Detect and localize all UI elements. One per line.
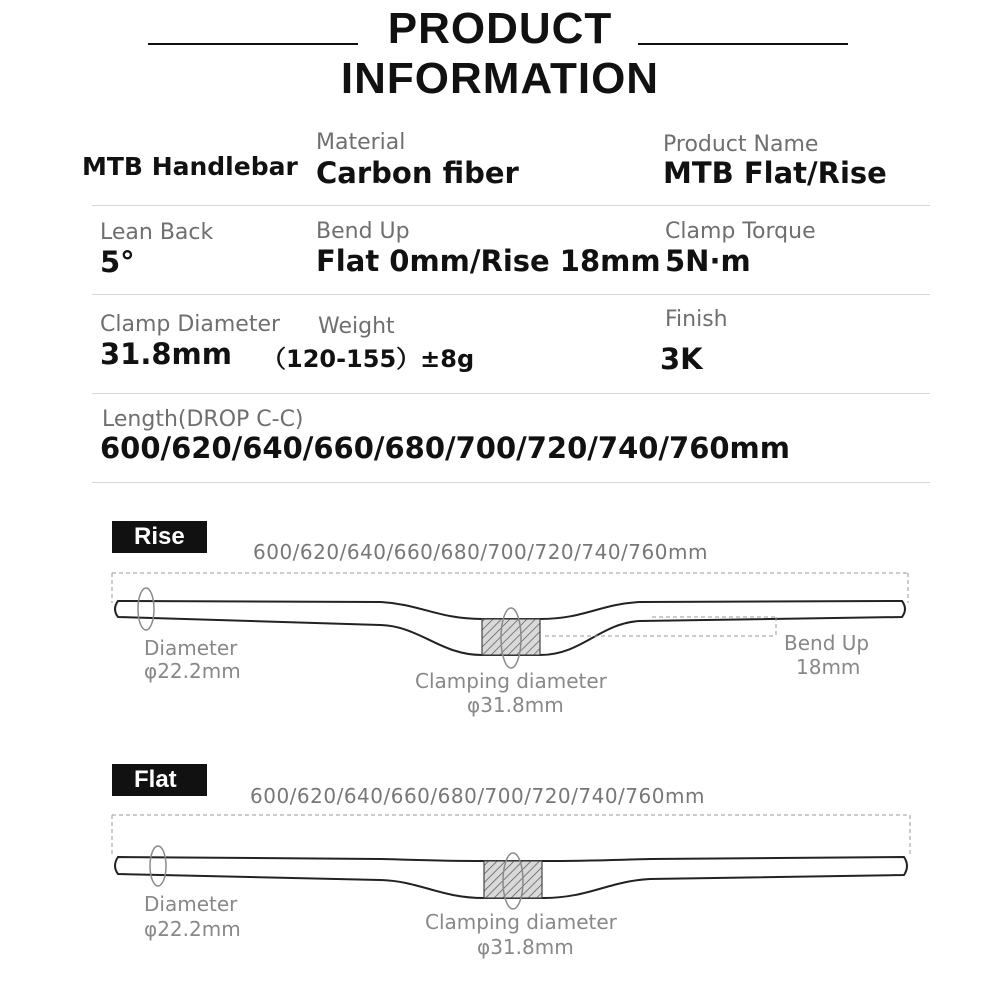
bend-up-value: Flat 0mm/Rise 18mm xyxy=(316,244,661,278)
rise-length-dimension xyxy=(112,573,908,603)
flat-length-dimension xyxy=(112,815,910,855)
weight-value: （120-155）±8g xyxy=(262,345,475,373)
rise-diameter-label: Diameter xyxy=(144,636,238,660)
rise-tag: Rise xyxy=(112,521,207,553)
bend-up-label: Bend Up xyxy=(316,219,410,244)
rise-clamp-label: Clamping diameter xyxy=(415,669,607,693)
length-label: Length(DROP C-C) xyxy=(102,407,304,432)
material-label: Material xyxy=(316,130,406,155)
finish-value: 3K xyxy=(660,342,703,376)
clamp-torque-value: 5N·m xyxy=(665,244,751,278)
flat-tag: Flat xyxy=(112,764,207,796)
page-title-line2: INFORMATION xyxy=(340,54,660,103)
finish-label: Finish xyxy=(665,307,728,332)
lean-back-label: Lean Back xyxy=(100,220,214,245)
length-value: 600/620/640/660/680/700/720/740/760mm xyxy=(100,431,790,465)
rise-bend-label: Bend Up xyxy=(784,631,870,655)
flat-clamp-value: φ31.8mm xyxy=(477,935,574,959)
flat-diameter-label: Diameter xyxy=(144,892,238,916)
flat-clamp-area xyxy=(484,861,542,898)
product-name-value: MTB Flat/Rise xyxy=(663,156,887,190)
flat-clamp-label: Clamping diameter xyxy=(425,910,617,934)
flat-length-text: 600/620/640/660/680/700/720/740/760mm xyxy=(250,784,705,808)
product-name-label: Product Name xyxy=(663,132,819,157)
rise-clamp-area xyxy=(482,619,540,655)
rise-bend-value: 18mm xyxy=(796,655,861,679)
rise-length-text: 600/620/640/660/680/700/720/740/760mm xyxy=(253,540,708,564)
product-type: MTB Handlebar xyxy=(82,152,298,181)
material-value: Carbon fiber xyxy=(316,156,519,190)
flat-diameter-value: φ22.2mm xyxy=(144,917,241,941)
weight-label: Weight xyxy=(318,314,395,339)
rise-diameter-value: φ22.2mm xyxy=(144,659,241,683)
clamp-torque-label: Clamp Torque xyxy=(665,219,816,244)
lean-back-value: 5° xyxy=(100,245,135,279)
clamp-diameter-value: 31.8mm xyxy=(100,337,232,371)
page-title-line1: PRODUCT xyxy=(387,4,613,53)
rise-clamp-value: φ31.8mm xyxy=(467,693,564,717)
clamp-diameter-label: Clamp Diameter xyxy=(100,312,281,337)
